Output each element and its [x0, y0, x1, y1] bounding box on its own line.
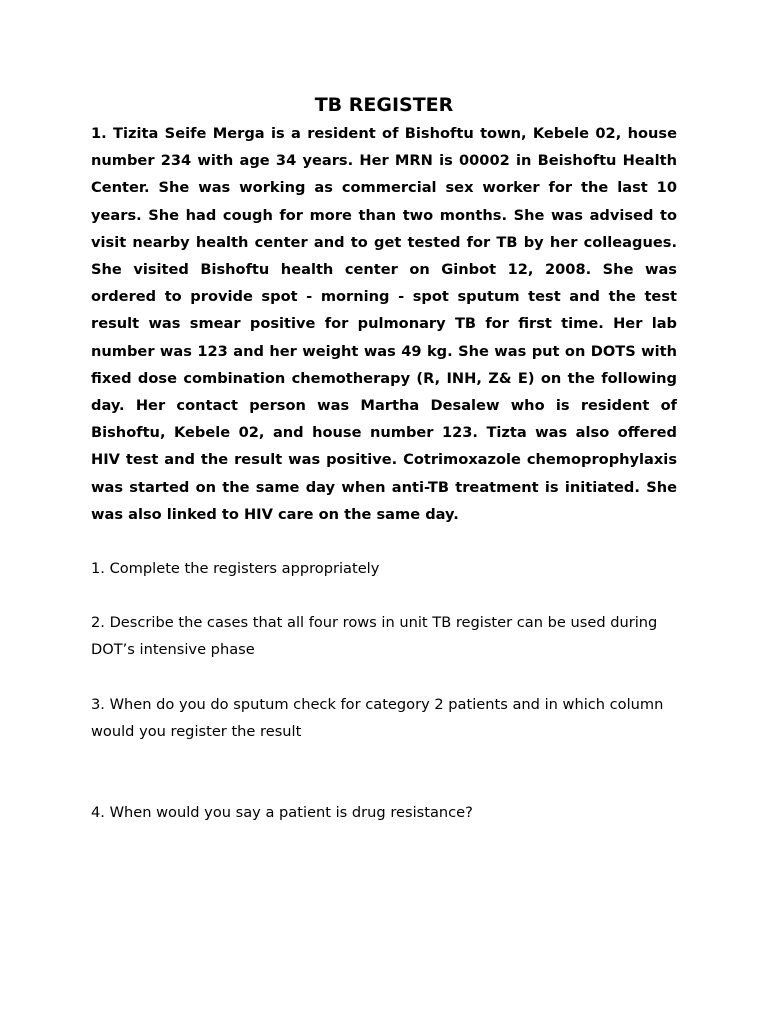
question-1: 1. Complete the registers appropriately [91, 560, 380, 578]
document-title: TB REGISTER [314, 94, 454, 116]
case-description: 1. Tizita Seife Merga is a resident of Bishoftu town, Kebele 02, house number 234 with age 34 years. Her MRN is 00002 in Beishoftu Health Center. She was working as commercial sex worker for the last 10 years. She had cough for more than two months. She was advised to visit nearby health center and to get tested for TB by her colleagues. She visited Bishoftu health center on Ginbot 12, 2008. She was ordered to provide spot - morning - spot sputum test and the test result was smear positive for pulmonary TB for first time. Her lab number was 123 and her weight was 49 kg. She was put on DOTS with fixed dose combination chemotherapy (R, INH, Z& E) on the following day. Her contact person was Martha Desalew who is resident of Bishoftu, Kebele 02, and house number 123. Tizta was also offered HIV test and the result was positive. Cotrimoxazole chemoprophylaxis was started on the same day when anti-TB treatment is initiated. She was also linked to HIV care on the same day. [91, 125, 677, 523]
question-2: 2. Describe the cases that all four rows in unit TB register can be used during DOT’s intensive phase [91, 614, 658, 659]
document-page [91, 91, 677, 826]
question-3: 3. When do you do sputum check for category 2 patients and in which column would you register the result [91, 695, 664, 740]
question-4: 4. When would you say a patient is drug resistance? [91, 804, 473, 822]
